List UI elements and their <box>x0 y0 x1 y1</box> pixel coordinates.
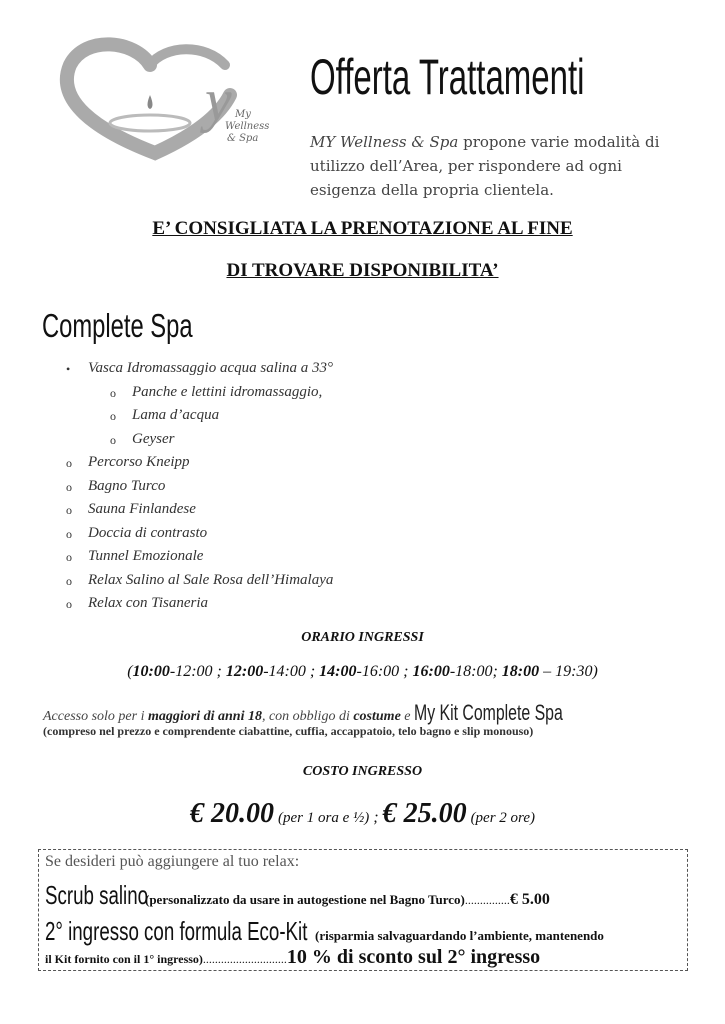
treatment-label: Tunnel Emozionale <box>88 548 204 564</box>
treatment-item <box>110 407 220 424</box>
treatment-item <box>110 430 175 448</box>
treatment-item <box>66 524 208 542</box>
eco-kit-row: 2° ingresso con formula Eco-Kit (risparmia salvaguardando l’ambiente, mantenendo <box>45 916 604 946</box>
treatment-label: Geyser <box>132 430 175 447</box>
extras-box <box>38 849 688 971</box>
slot-end: -14:00 ; <box>263 663 320 680</box>
slot-end: -18:00; <box>449 663 502 680</box>
bullet-icon: o <box>110 432 116 447</box>
access-text: Accesso solo per i maggiori di anni 18, con obbligo di costume e My Kit Complete Spa <box>43 700 563 725</box>
treatment-item <box>66 501 196 518</box>
intro-text: MY Wellness & Spa propone varie modalità di utilizzo dell’Area, per rispondere ad ogni esigenza della propria clientela. <box>310 133 660 199</box>
treatment-label: Bagno Turco <box>88 477 166 494</box>
treatment-item <box>66 595 208 612</box>
svg-text:My: My <box>235 109 251 120</box>
treatment-item <box>66 548 204 565</box>
bullet-icon: o <box>66 456 72 470</box>
bullet-icon: o <box>66 479 72 494</box>
treatment-label: Sauna Finlandese <box>88 501 196 517</box>
bullet-icon: o <box>110 409 116 423</box>
schedule-slots: (10:00-12:00 ; 12:00-14:00 ; 14:00-16:00 ; 16:00-18:00; 18:00 – 19:30) <box>127 663 598 680</box>
slot-end: -16:00 ; <box>356 663 413 680</box>
page-title: Offerta Trattamenti <box>310 49 585 105</box>
treatment-label: Percorso Kneipp <box>88 454 190 470</box>
treatment-item <box>66 454 190 471</box>
svg-text:& Spa: & Spa <box>227 133 259 144</box>
bullet-icon: o <box>66 573 72 588</box>
bullet-icon: o <box>66 550 72 564</box>
eco-kit-discount: il Kit fornito con il 1° ingresso)............................10 % di sconto sul 2° ingresso <box>45 946 541 968</box>
slot-end: – 19:30) <box>539 663 598 680</box>
bullet-icon: o <box>66 597 72 611</box>
kit-note: (compreso nel prezzo e comprendente ciabattine, cuffia, accappatoio, telo bagno e slip monouso) <box>43 724 534 738</box>
svg-text:y: y <box>205 67 232 133</box>
treatment-item <box>66 360 334 377</box>
treatment-item <box>66 571 334 589</box>
treatment-label: Lama d’acqua <box>132 407 220 423</box>
slot-end: -12:00 ; <box>169 663 226 680</box>
scrub-row: Scrub salino(personalizzato da usare in autogestione nel Bagno Turco)...............€ 5.00 <box>45 880 550 910</box>
treatment-label: Vasca Idromassaggio acqua salina a 33° <box>88 360 334 376</box>
bullet-icon: o <box>66 503 72 517</box>
booking-notice-1: E’ CONSIGLIATA LA PRENOTAZIONE AL FINE <box>152 218 573 239</box>
slot-start: 14:00 <box>319 663 357 680</box>
booking-notice-2: DI TROVARE DISPONIBILITA’ <box>226 260 499 281</box>
treatment-item <box>110 383 323 401</box>
svg-text:Wellness: Wellness <box>225 121 270 132</box>
treatment-label: Relax Salino al Sale Rosa dell’Himalaya <box>88 571 334 588</box>
slot-start: 10:00 <box>132 663 170 680</box>
treatment-label: Panche e lettini idromassaggio, <box>132 383 323 400</box>
treatment-label: Doccia di contrasto <box>88 524 208 541</box>
treatment-item <box>66 477 166 495</box>
my-wellness-logo <box>55 35 285 165</box>
cost-prices: € 20.00 (per 1 ora e ½) ; € 25.00 (per 2 ore) <box>190 798 535 829</box>
slot-start: 16:00 <box>412 663 450 680</box>
bullet-icon: • <box>66 362 71 376</box>
treatment-label: Relax con Tisaneria <box>88 595 208 611</box>
section-title: Complete Spa <box>42 307 193 344</box>
bullet-icon: o <box>66 526 72 541</box>
extras-intro: Se desideri può aggiungere al tuo relax: <box>45 853 300 870</box>
slot-start: 18:00 <box>501 663 540 680</box>
slot-start: 12:00 <box>225 663 264 680</box>
cost-title: COSTO INGRESSO <box>302 764 423 779</box>
schedule-title: ORARIO INGRESSI <box>301 630 424 645</box>
bullet-icon: o <box>110 385 116 400</box>
